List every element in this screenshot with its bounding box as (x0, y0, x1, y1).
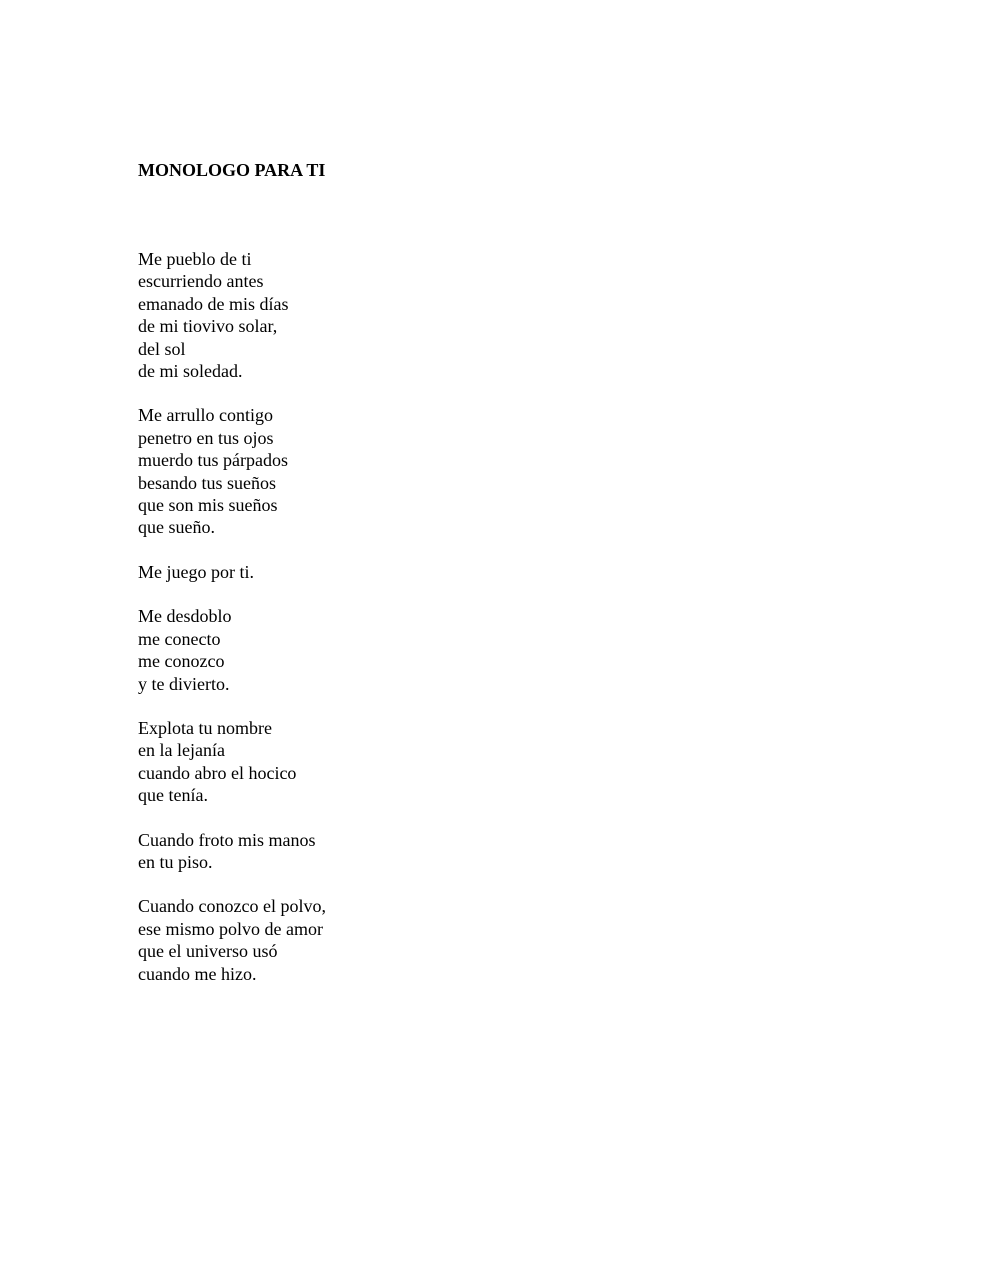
poem-line: y te divierto. (138, 673, 230, 694)
poem-line: de mi soledad. (138, 361, 243, 382)
poem-line: Cuando conozco el polvo, (138, 896, 326, 917)
poem-line: escurriendo antes (138, 271, 264, 292)
poem-line: me conecto (138, 628, 221, 649)
poem-line: que el universo usó (138, 941, 278, 962)
poem-line: Cuando froto mis manos (138, 829, 316, 850)
poem-body (138, 248, 638, 1007)
poem-line: cuando abro el hocico (138, 762, 297, 783)
poem-line: en la lejanía (138, 740, 225, 761)
poem-line: que sueño. (138, 517, 215, 538)
stanza (138, 829, 638, 874)
poem-line: en tu piso. (138, 851, 213, 872)
poem-title: MONOLOGO PARA TI (138, 160, 326, 180)
poem-line: de mi tiovivo solar, (138, 316, 278, 337)
poem-line: Explota tu nombre (138, 717, 272, 738)
poem-line: Me desdoblo (138, 606, 232, 627)
stanza (138, 717, 638, 807)
poem-line: emanado de mis días (138, 293, 289, 314)
poem-line: ese mismo polvo de amor (138, 918, 323, 939)
poem-line: Me pueblo de ti (138, 249, 252, 269)
stanza (138, 248, 638, 382)
poem-line: besando tus sueños (138, 472, 276, 493)
poem-line: que tenía. (138, 785, 208, 806)
stanza (138, 404, 638, 538)
poem-line: cuando me hizo. (138, 963, 257, 984)
stanza (138, 561, 638, 583)
poem-line: Me juego por ti. (138, 561, 254, 582)
poem-line: me conozco (138, 651, 225, 672)
poem-line: del sol (138, 338, 186, 359)
poem-line: muerdo tus párpados (138, 450, 288, 471)
stanza (138, 895, 638, 985)
poem-line: que son mis sueños (138, 495, 278, 516)
stanza (138, 605, 638, 695)
poem-line: penetro en tus ojos (138, 427, 274, 448)
poem-line: Me arrullo contigo (138, 405, 273, 426)
